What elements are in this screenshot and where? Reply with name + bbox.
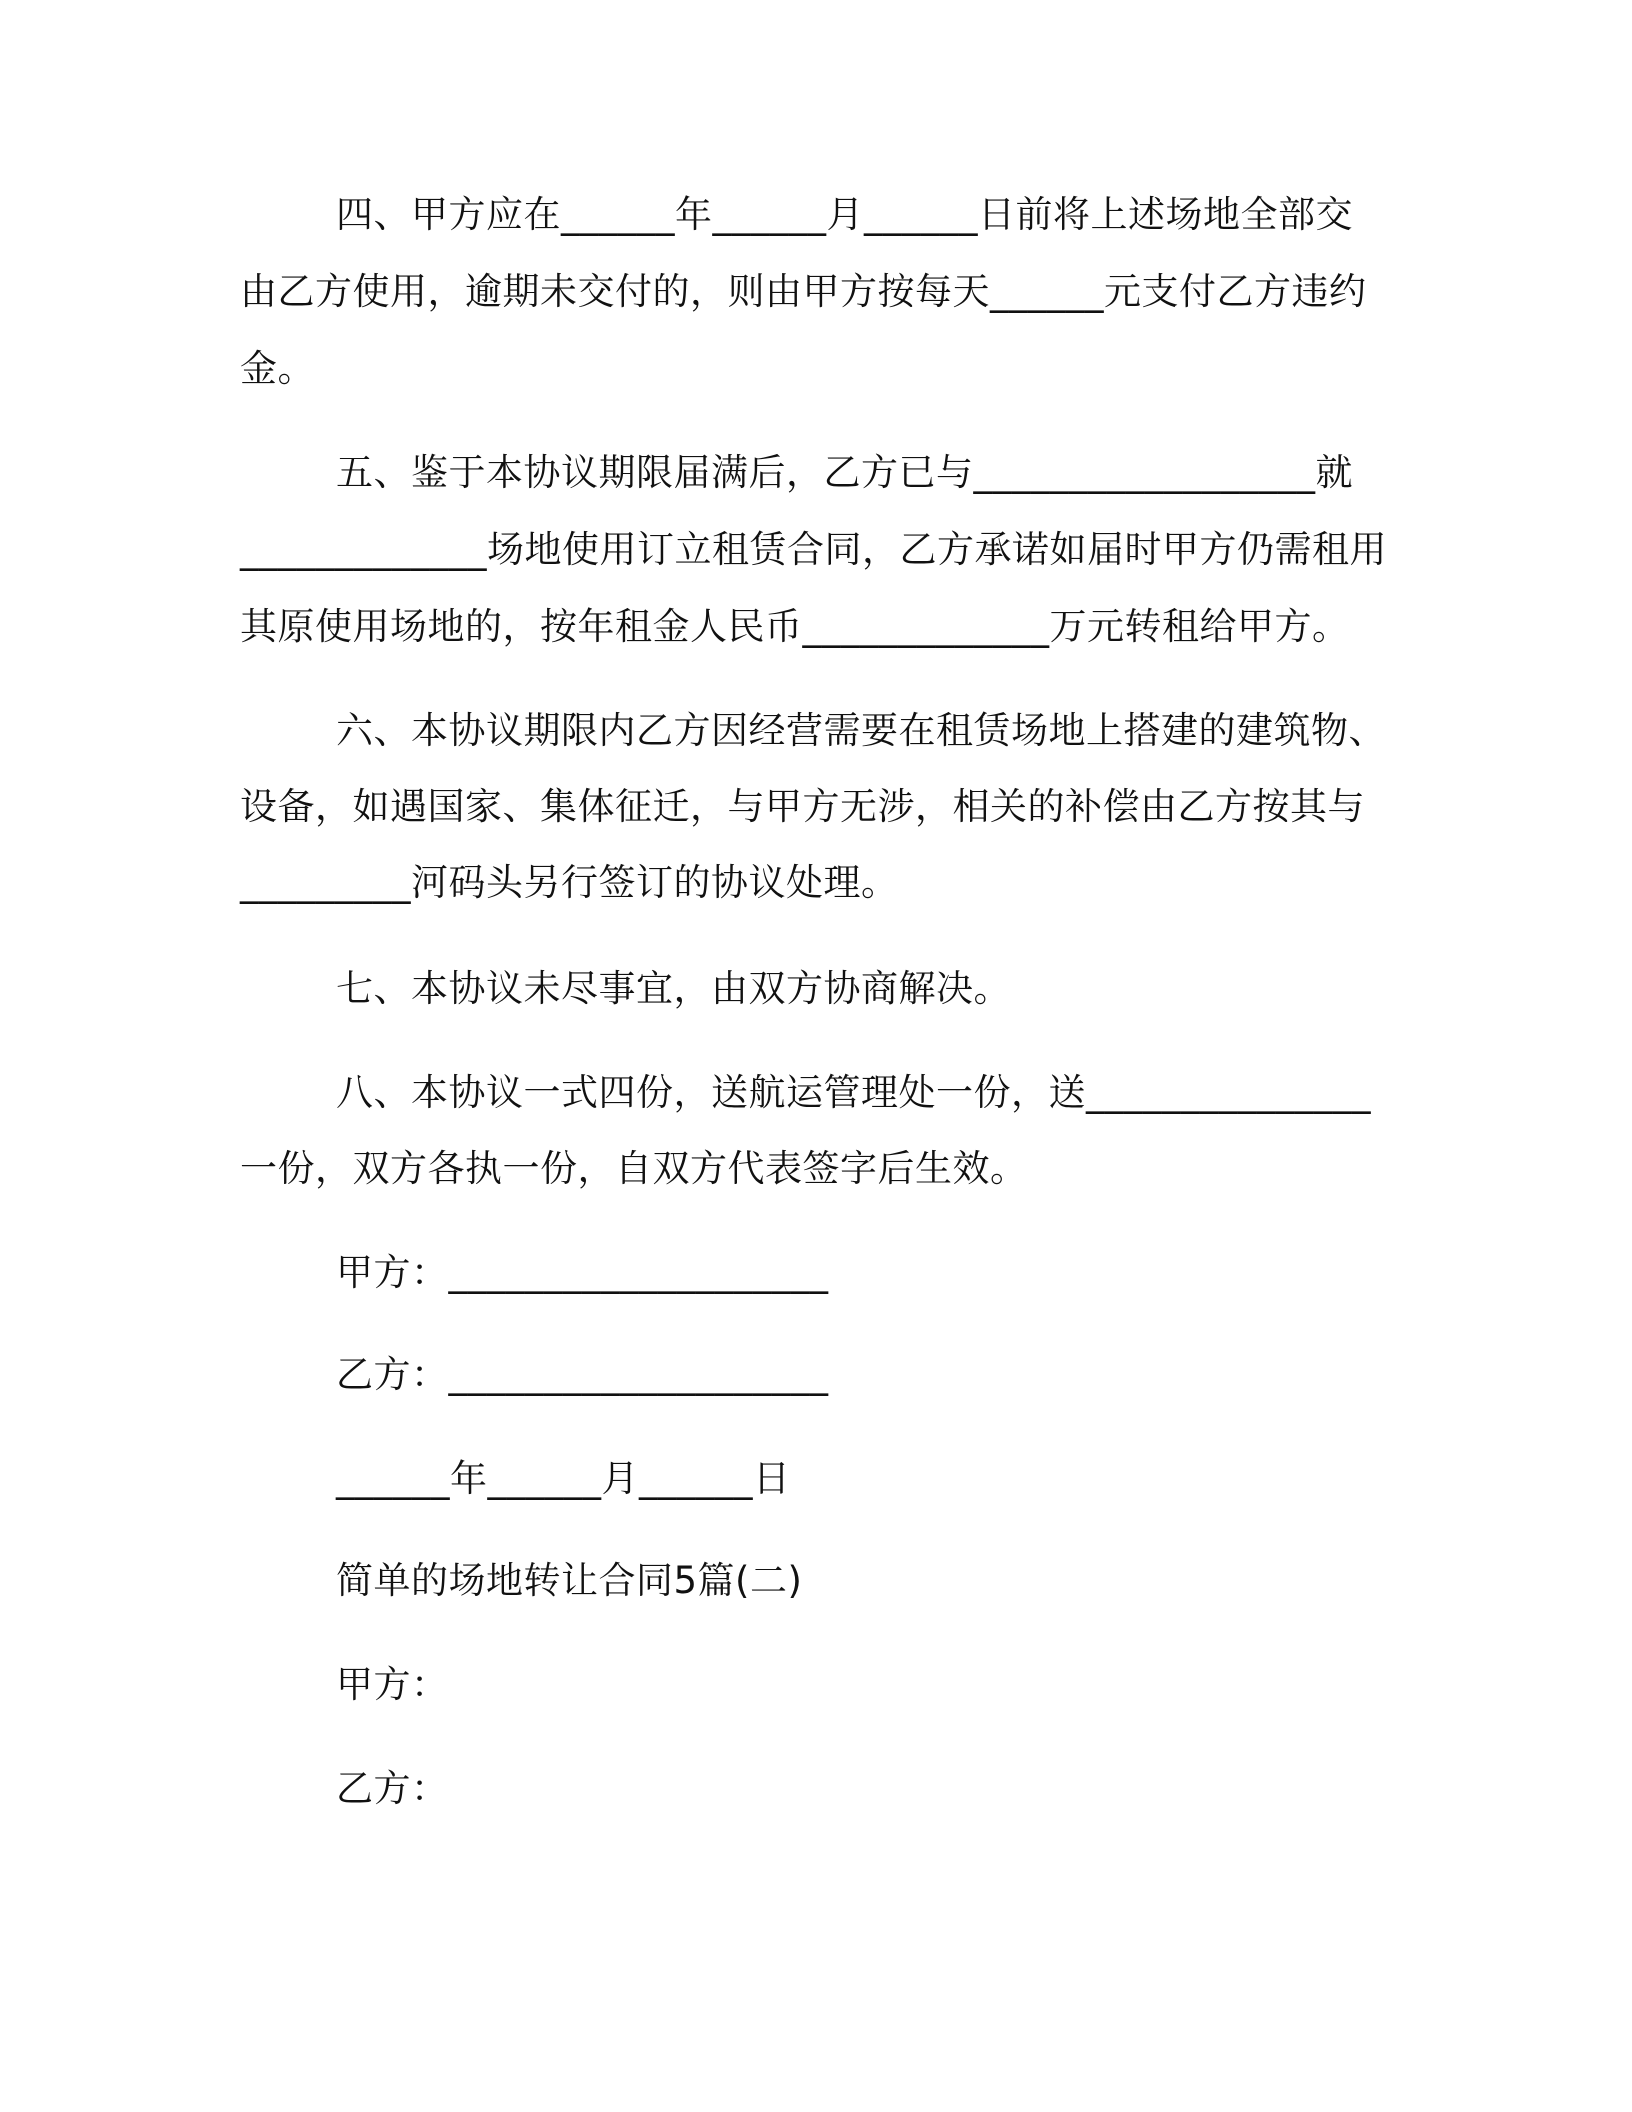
next-party-b: 乙方：: [336, 1767, 449, 1810]
clause-5-line-1: 五、鉴于本协议期限届满后，乙方已与__________________就: [336, 451, 1353, 494]
clause-5-line-3: 其原使用场地的，按年租金人民币_____________万元转租给甲方。: [240, 605, 1350, 648]
clause-6-line-1: 六、本协议期限内乙方因经营需要在租赁场地上搭建的建筑物、: [336, 709, 1386, 752]
section-title: 简单的场地转让合同5篇(二): [336, 1559, 803, 1602]
clause-8-line-1: 八、本协议一式四份，送航运管理处一份，送_______________: [336, 1071, 1371, 1114]
next-party-a: 甲方：: [336, 1663, 449, 1706]
clause-4-line-2: 由乙方使用，逾期未交付的，则由甲方按每天______元支付乙方违约: [240, 270, 1367, 313]
signature-party-a: 甲方：____________________: [336, 1251, 829, 1294]
clause-8-line-2: 一份，双方各执一份，自双方代表签字后生效。: [240, 1147, 1028, 1190]
clause-7-line-1: 七、本协议未尽事宜，由双方协商解决。: [336, 967, 1011, 1010]
signature-date: ______年______月______日: [336, 1457, 791, 1500]
clause-5-line-2: _____________场地使用订立租赁合同，乙方承诺如届时甲方仍需租用: [240, 528, 1387, 571]
clause-4-line-3: 金。: [240, 347, 315, 390]
clause-6-line-3: _________河码头另行签订的协议处理。: [240, 861, 899, 904]
clause-4-line-1: 四、甲方应在______年______月______日前将上述场地全部交: [336, 193, 1353, 236]
signature-party-b: 乙方：____________________: [336, 1353, 829, 1396]
clause-6-line-2: 设备，如遇国家、集体征迁，与甲方无涉，相关的补偿由乙方按其与: [240, 785, 1365, 828]
